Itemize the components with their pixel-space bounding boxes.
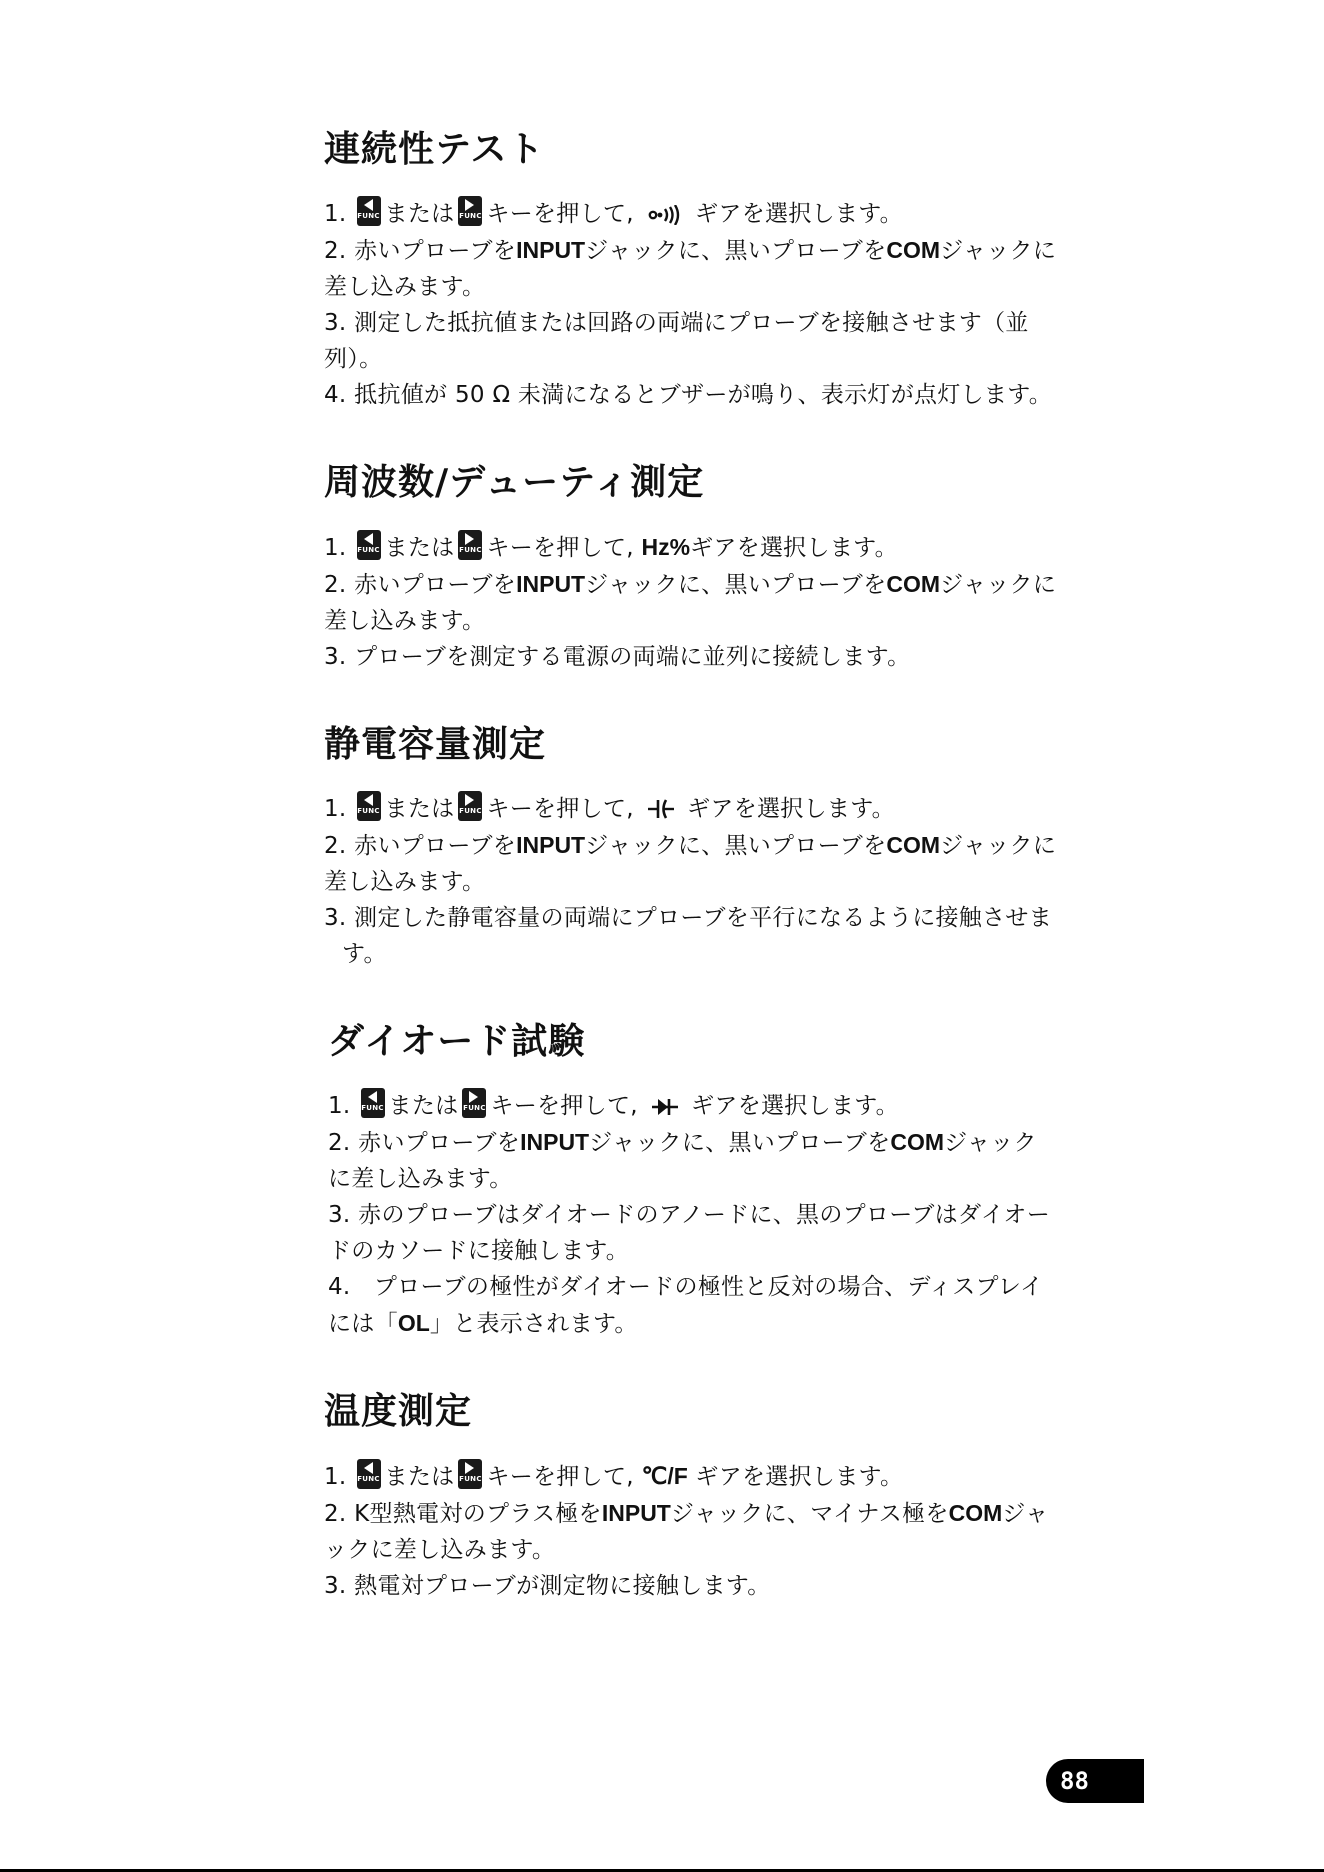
step-3: 3. 測定した抵抗値または回路の両端にプローブを接触させます（並列）。 (324, 310, 1029, 372)
step-3: 3. プローブを測定する電源の両端に並列に接続します。 (324, 644, 911, 670)
step-2: 2. 赤いプローブをINPUTジャックに、黒いプローブをCOMジャックに差し込みます。 (324, 571, 1057, 634)
section-title: 連続性テスト (324, 129, 545, 170)
step-2: 2. K型熱電対のプラス極をINPUTジャックに、マイナス極をCOMジャックに差し込みます。 (324, 1500, 1049, 1563)
section-temperature (324, 1386, 1060, 1604)
step-2: 2. 赤いプローブをINPUTジャックに、黒いプローブをCOMジャックに差し込みます。 (324, 832, 1057, 895)
func-right-key-icon: FUNC (458, 530, 482, 560)
hz-gear-symbol: Hz% (641, 534, 691, 560)
step-1: 1. FUNC または FUNC キーを押して, ギアを選択します。 (324, 196, 1060, 232)
func-left-key-icon: FUNC (357, 530, 381, 560)
page-number: 88 (1060, 1767, 1089, 1795)
section-title: 周波数/デューティ測定 (324, 462, 705, 503)
continuity-buzzer-icon (648, 205, 682, 225)
section-capacitance (324, 719, 1060, 972)
func-left-key-icon: FUNC (357, 196, 381, 226)
step-2: 2. 赤いプローブをINPUTジャックに、黒いプローブをCOMジャックに差し込みます。 (328, 1129, 1037, 1192)
section-title: ダイオード試験 (328, 1021, 586, 1062)
step-1: 1. FUNC または FUNC キーを押して, Hz%ギアを選択します。 (324, 529, 1060, 566)
func-left-key-icon: FUNC (357, 791, 381, 821)
func-right-key-icon: FUNC (462, 1088, 486, 1118)
section-title: 温度測定 (324, 1391, 473, 1432)
step-1: 1. FUNC または FUNC キーを押して, ギアを選択します。 (328, 1088, 1060, 1124)
step-3: 3. 測定した静電容量の両端にプローブを平行になるように接触させま す。 (324, 905, 1053, 967)
diode-icon (652, 1097, 678, 1117)
ol-indicator: OL (397, 1310, 430, 1336)
manual-content (324, 124, 1060, 1648)
step-2: 2. 赤いプローブをINPUTジャックに、黒いプローブをCOMジャックに差し込みます。 (324, 237, 1057, 300)
temperature-gear-symbol: ℃/F (641, 1463, 688, 1489)
section-diode (328, 1016, 1060, 1342)
step-1: 1. FUNC または FUNC キーを押して, ギアを選択します。 (324, 791, 1060, 827)
page-number-badge (1046, 1759, 1144, 1803)
section-continuity (324, 124, 1060, 413)
func-right-key-icon: FUNC (458, 1459, 482, 1489)
step-1: 1. FUNC または FUNC キーを押して, ℃/F ギアを選択します。 (324, 1458, 1060, 1495)
func-left-key-icon: FUNC (357, 1459, 381, 1489)
step-3: 3. 熱電対プローブが測定物に接触します。 (324, 1573, 771, 1599)
func-right-key-icon: FUNC (458, 791, 482, 821)
step-4: 4. 抵抗値が 50 Ω 未満になるとブザーが鳴り、表示灯が点灯します。 (324, 382, 1052, 408)
capacitor-icon (648, 798, 674, 820)
func-left-key-icon: FUNC (361, 1088, 385, 1118)
section-title: 静電容量測定 (324, 724, 547, 765)
section-frequency (324, 457, 1060, 675)
step-4: 4. プローブの極性がダイオードの極性と反対の場合、ディスプレイには「OL」と表示されます。 (328, 1274, 1044, 1337)
step-3: 3. 赤のプローブはダイオードのアノードに、黒のプローブはダイオードのカソードに接触します。 (328, 1202, 1051, 1264)
func-right-key-icon: FUNC (458, 196, 482, 226)
